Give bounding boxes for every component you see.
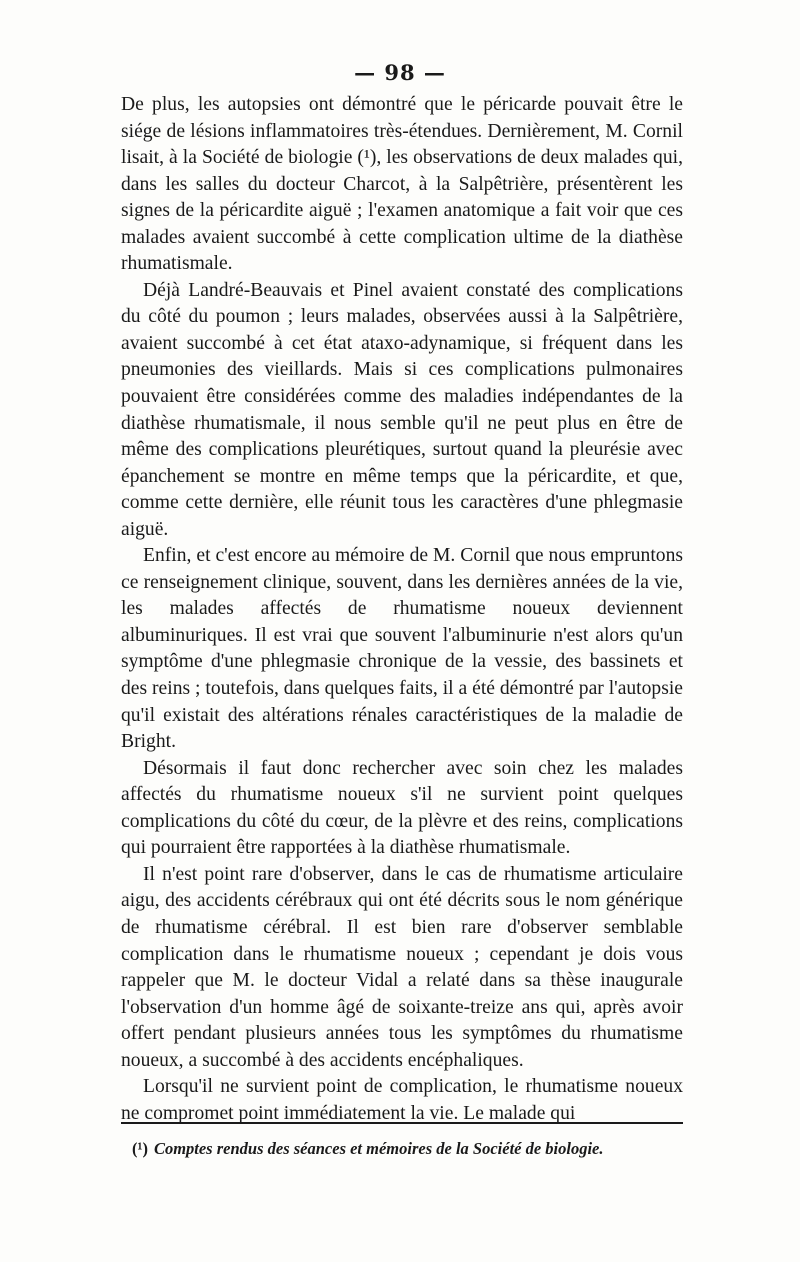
paragraph: Lorsqu'il ne survient point de complication, le rhumatisme noueux ne compromet point immédiatement la vie. Le malade qui xyxy=(121,1076,683,1124)
footnote-mark: (¹) xyxy=(132,1139,148,1158)
body-text xyxy=(121,92,683,1127)
footnote-rule xyxy=(121,1122,683,1124)
paragraph: Enfin, et c'est encore au mémoire de M. Cornil que nous empruntons ce renseignement clinique, souvent, dans les dernières années de la vie, les malades affectés de rhumatisme noueux deviennent albuminuriques. Il est vrai que souvent l'albuminurie n'est alors qu'un symptôme d'une phlegmasie chronique de la vessie, des bassinets et des reins ; toutefois, dans quelques faits, il a été démontré par l'autopsie qu'il existait des altérations rénales caractéristiques de la maladie de Bright. xyxy=(121,545,683,753)
paragraph: Il n'est point rare d'observer, dans le cas de rhumatisme articulaire aigu, des accidents cérébraux qui ont été décrits sous le nom générique de rhumatisme cérébral. Il est bien rare d'observer semblable complication dans le rhumatisme noueux ; cependant je dois vous rappeler que M. le docteur Vidal a relaté dans sa thèse inaugurale l'observation d'un homme âgé de soixante-treize ans qui, après avoir offert pendant plusieurs années tous les symptômes du rhumatisme noueux, a succombé à des accidents encéphaliques. xyxy=(121,863,683,1071)
paragraph: Déjà Landré-Beauvais et Pinel avaient constaté des complications du côté du poumon ; leurs malades, observées aussi à la Salpêtrière, avaient succombé à cet état ataxo-adynamique, si fréquent dans les pneumonies des vieillards. Mais si ces complications pulmonaires pouvaient être considérées comme des maladies indépendantes de la diathèse rhumatismale, il nous semble qu'il ne peut plus en être de même des complications pleurétiques, surtout quand la pleurésie avec épanchement se montre en même temps que la péricardite, et que, comme cette dernière, elle réunit tous les caractères d'une phlegmasie aiguë. xyxy=(121,279,683,540)
page-number: — 98 — xyxy=(354,60,446,85)
paragraph: Désormais il faut donc rechercher avec soin chez les malades affectés du rhumatisme noueux s'il ne survient point quelques complications du côté du cœur, de la plèvre et des reins, complications qui pourraient être rapportées à la diathèse rhumatismale. xyxy=(121,757,683,859)
paragraph: De plus, les autopsies ont démontré que le péricarde pouvait être le siége de lésions inflammatoires très-étendues. Dernièrement, M. Cornil lisait, à la Société de biologie (¹), les observations de deux malades qui, dans les salles du docteur Charcot, à la Salpêtrière, présentèrent les signes de la péricardite aiguë ; l'examen anatomique a fait voir que ces malades avaient succombé à cette complication ultime de la diathèse rhumatismale. xyxy=(121,94,683,275)
footnote xyxy=(132,1138,683,1160)
footnote-text: Comptes rendus des séances et mémoires de la Société de biologie. xyxy=(153,1139,604,1158)
